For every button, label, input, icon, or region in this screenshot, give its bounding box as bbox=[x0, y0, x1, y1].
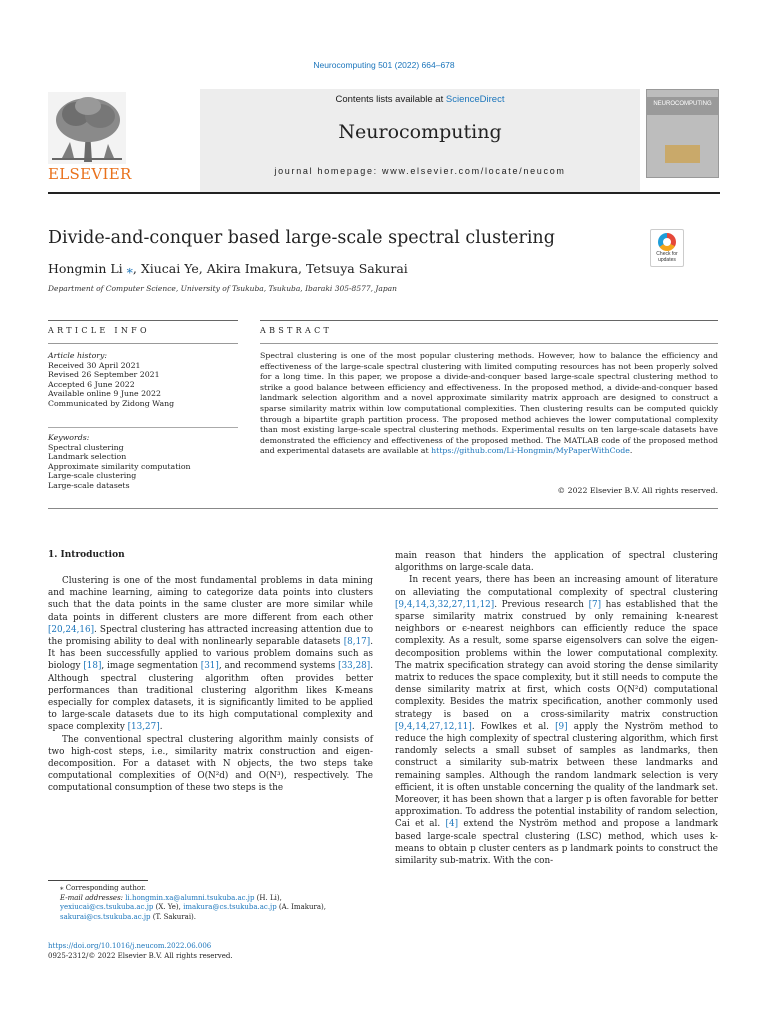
issn-line: 0925-2312/© 2022 Elsevier B.V. All rights reserved. bbox=[48, 951, 233, 960]
intro-paragraph-2 bbox=[48, 734, 373, 795]
email-link[interactable]: yexiucai@cs.tsukuba.ac.jp bbox=[60, 903, 154, 911]
text: extend the Nyström method and propose a landmark based large-scale spectral clustering (LSC) method, which uses k-means to obtain p cluster centers as p landmark points to construct the similarity sub-matrix. With the con- bbox=[395, 819, 718, 867]
section-title-introduction: 1. Introduction bbox=[48, 550, 125, 560]
text: (T. Sakurai). bbox=[150, 912, 197, 921]
reference-link[interactable]: [9,4,14,3,32,27,11,12] bbox=[395, 599, 495, 610]
article-history-label: Article history: bbox=[48, 351, 108, 360]
abstract-rule bbox=[260, 343, 718, 344]
history-item: Communicated by Zidong Wang bbox=[48, 398, 175, 408]
text: (A. Imakura), bbox=[276, 903, 326, 911]
continued-paragraph: main reason that hinders the application of spectral clustering algorithms on large-scale data. bbox=[395, 551, 718, 574]
article-info-rule bbox=[48, 343, 238, 344]
history-item: Accepted 6 June 2022 bbox=[48, 379, 135, 389]
github-code-link[interactable]: https://github.com/Li-Hongmin/MyPaperWithCode bbox=[431, 446, 630, 456]
homepage-link[interactable]: www.elsevier.com/locate/neucom bbox=[382, 166, 566, 176]
front-matter-bottom-rule bbox=[48, 508, 718, 509]
math-complexity: O(N³) bbox=[258, 771, 284, 782]
math-complexity: O(N²d) bbox=[197, 771, 229, 782]
journal-citation-link[interactable]: Neurocomputing 501 (2022) 664–678 bbox=[313, 60, 455, 70]
reference-link[interactable]: [33,28] bbox=[338, 661, 371, 672]
text: computational complexity. Besides the matrix specification, another commonly used strategy is based on a cross-similarity matrix construction bbox=[395, 685, 718, 720]
reference-link[interactable]: [31] bbox=[200, 661, 219, 672]
abstract-top-rule bbox=[260, 320, 718, 321]
badge-line2: updates bbox=[658, 256, 676, 263]
badge-line1: Check for bbox=[656, 251, 678, 257]
email-link[interactable]: li.hongmin.xa@alumni.tsukuba.ac.jp bbox=[125, 893, 255, 902]
text: apply the Nyström method to reduce the high complexity of spectral clustering algorithm, which first randomly selects a small subset of samples as landmarks, then construct a similarity sub-matrix between these landmarks and remaining samples. Although the random landmark selection is very efficient, it is often unstable concerning the quality of the landmark set. Moreover, it has been shown that a larger p is often favorable for better approximation. To address the potential instability of random selection, Cai et al. bbox=[395, 721, 719, 830]
email-link[interactable]: sakurai@cs.tsukuba.ac.jp bbox=[60, 912, 151, 921]
cover-title: NEUROCOMPUTING bbox=[653, 101, 712, 107]
abstract-text bbox=[260, 351, 718, 457]
article-history bbox=[48, 351, 238, 409]
affiliation: Department of Computer Science, University of Tsukuba, Tsukuba, Ibaraki 305-8577, Japan bbox=[48, 284, 397, 293]
reference-link[interactable]: [9,4,14,27,12,11] bbox=[395, 721, 472, 732]
text: , respectively. The computational consumption of these two steps is the bbox=[48, 771, 373, 794]
author-list bbox=[48, 261, 408, 276]
article-info-heading: ARTICLE INFO bbox=[48, 326, 150, 335]
email-link[interactable]: imakura@cs.tsukuba.ac.jp bbox=[183, 903, 277, 911]
text: , and recommend systems bbox=[218, 661, 339, 672]
footnote-mark: ⁎ bbox=[60, 884, 64, 892]
reference-link[interactable]: [18] bbox=[83, 661, 102, 672]
text: . Although spectral clustering algorithm often provides better performances than traditional clustering algorithm likes K-means especially for complex datasets, it is significantly limited to be applied to large-scale datasets due to its high computational complexity and space complexity bbox=[48, 661, 373, 733]
contents-prefix: Contents lists available at bbox=[335, 94, 446, 105]
intro-paragraph-3 bbox=[395, 574, 718, 867]
doi-block bbox=[48, 942, 373, 961]
corresponding-label: Corresponding author. bbox=[63, 884, 146, 892]
author-first: Hongmin Li bbox=[48, 261, 127, 276]
check-for-updates-badge[interactable] bbox=[650, 229, 684, 267]
journal-homepage bbox=[200, 166, 640, 176]
doi-link[interactable]: https://doi.org/10.1016/j.neucom.2022.06.006 bbox=[48, 942, 212, 950]
text: . bbox=[159, 722, 163, 733]
keyword-item: Landmark selection bbox=[48, 452, 127, 462]
abstract-copyright: © 2022 Elsevier B.V. All rights reserved. bbox=[557, 486, 718, 495]
text: . Spectral clustering has attracted increasing attention due to the promising ability to deal with nonlinearly separable datasets bbox=[48, 624, 373, 648]
math-complexity: O(N²d) bbox=[616, 685, 648, 696]
contents-available bbox=[200, 94, 640, 105]
corresponding-author-mark[interactable]: ⁎ bbox=[126, 261, 133, 276]
left-column bbox=[48, 575, 373, 795]
email-label: E-mail addresses: bbox=[60, 893, 126, 902]
text: and bbox=[228, 771, 259, 782]
authors-rest: , Xiucai Ye, Akira Imakura, Tetsuya Sakurai bbox=[132, 261, 408, 276]
keyword-item: Spectral clustering bbox=[48, 442, 124, 452]
text: (X. Ye), bbox=[153, 903, 184, 911]
keywords bbox=[48, 433, 238, 491]
check-for-updates-icon bbox=[658, 233, 676, 251]
sciencedirect-link[interactable]: ScienceDirect bbox=[445, 94, 505, 105]
history-item: Available online 9 June 2022 bbox=[48, 389, 161, 399]
elsevier-wordmark[interactable]: ELSEVIER bbox=[48, 165, 132, 183]
reference-link[interactable]: [13,27] bbox=[127, 722, 160, 733]
keywords-rule bbox=[48, 427, 238, 428]
abstract-body: Spectral clustering is one of the most popular clustering methods. However, how to balance the efficiency and effectiveness of the large-scale spectral clustering with limited computing resources has not been properly solved for a long time. In this paper, we propose a divide-and-conquer based large-scale spectral clustering method to strike a good balance between efficiency and effectiveness. In the proposed method, a divide-and-conquer based landmark selection algorithm and a novel approximate similarity matrix approach are designed to construct a sparse similarity matrix within low computational complexities. Then clustering results can be computed quickly through a bipartite graph partition process. The proposed method achieves the lower computational complexity than most existing large-scale spectral clustering methods. Experimental results on ten large-scale datasets have demonstrated the efficiency and effectiveness of the proposed method. The MATLAB code of the proposed method and experimental datasets are available at bbox=[260, 351, 718, 456]
journal-title: Neurocomputing bbox=[338, 121, 502, 143]
keyword-item: Large-scale datasets bbox=[48, 480, 130, 490]
paper-title: Divide-and-conquer based large-scale spectral clustering bbox=[48, 228, 555, 248]
text: has established that the sparse similarity matrix construed by only remaining k-nearest neighbors or ϵ-nearest neighbors can efficiently reduce the space complexity. As a result, some sparse eigensolvers can solve the eigen-decomposition problems within the lower computational complexity. The matrix specification strategy can avoid storing the dense similarity matrix to reduces the space complexity, but it still needs to compute the dense similarity matrix at first, which costs bbox=[395, 599, 718, 696]
header-rule bbox=[48, 192, 720, 194]
reference-link[interactable]: [4] bbox=[445, 819, 459, 830]
text: . Previous research bbox=[494, 599, 589, 610]
text: Clustering is one of the most fundamental problems in data mining and machine learning, aiming to categorize data points into clusters such that the data points in the same cluster are more similar while data points in different clusters are more different from each other bbox=[48, 576, 373, 623]
reference-link[interactable]: [20,24,16] bbox=[48, 624, 95, 635]
keyword-item: Large-scale clustering bbox=[48, 471, 137, 481]
text: The conventional spectral clustering algorithm mainly consists of two high-cost steps, i.e., similarity matrix construction and eigen-decomposition. For a dataset with N objects, the two steps take computational complexities of bbox=[48, 734, 373, 782]
reference-link[interactable]: [9] bbox=[555, 721, 568, 732]
homepage-prefix: journal homepage: bbox=[274, 166, 383, 176]
intro-paragraph-1 bbox=[48, 575, 373, 734]
history-item: Revised 26 September 2021 bbox=[48, 370, 160, 380]
text: . It has been successfully applied to various problem domains such as biology bbox=[48, 637, 373, 672]
reference-link[interactable]: [8,17] bbox=[343, 637, 371, 648]
abstract-link-end: . bbox=[629, 446, 633, 456]
keywords-label: Keywords: bbox=[48, 433, 90, 442]
corresponding-note bbox=[48, 884, 373, 894]
check-for-updates-label bbox=[651, 252, 683, 263]
text: In recent years, there has been an increasing amount of literature on alleviating the computational complexity of spectral clustering bbox=[395, 575, 718, 598]
footnote bbox=[48, 884, 373, 922]
reference-link[interactable]: [7] bbox=[588, 599, 602, 610]
email-addresses bbox=[48, 894, 373, 923]
history-item: Received 30 April 2021 bbox=[48, 360, 141, 370]
text: . Fowlkes et al. bbox=[471, 721, 556, 732]
footnote-rule bbox=[48, 880, 148, 881]
cover-image bbox=[665, 145, 700, 163]
journal-cover-thumbnail[interactable] bbox=[646, 89, 719, 178]
right-column bbox=[395, 550, 718, 867]
abstract-heading: ABSTRACT bbox=[260, 326, 333, 335]
text: (H. Li), bbox=[254, 893, 282, 902]
article-info-top-rule bbox=[48, 320, 238, 321]
text: , image segmentation bbox=[101, 661, 201, 672]
keyword-item: Approximate similarity computation bbox=[48, 461, 191, 471]
elsevier-tree-logo-icon bbox=[48, 92, 126, 164]
